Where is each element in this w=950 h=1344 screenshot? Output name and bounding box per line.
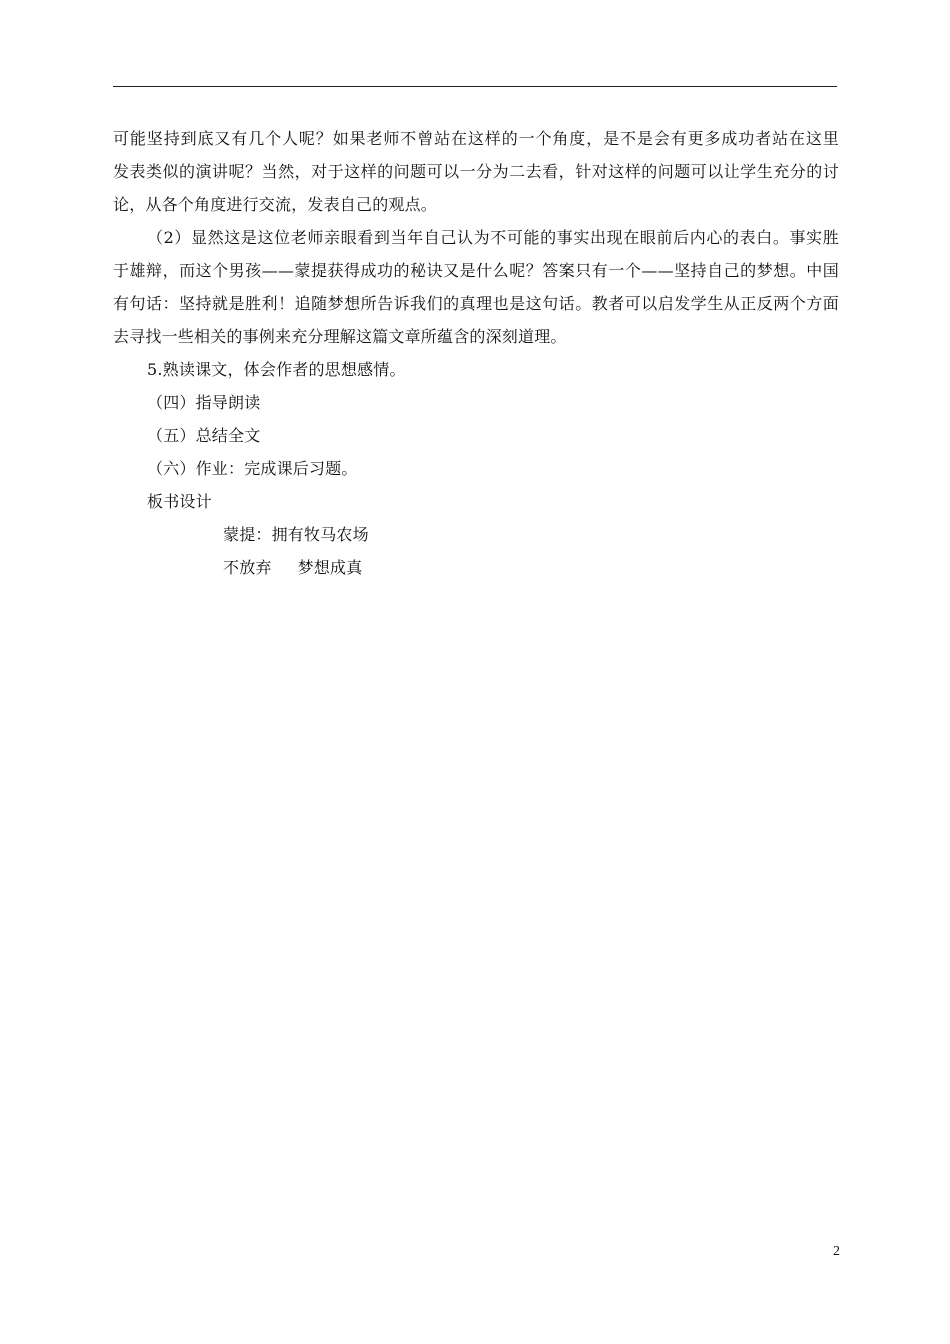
paragraph-1-line-3: 论，从各个角度进行交流，发表自己的观点。 <box>113 195 438 214</box>
board-line-2 <box>113 551 839 584</box>
board-line-2-right: 梦想成真 <box>297 558 363 577</box>
item-homework: （六）作业：完成课后习题。 <box>147 459 358 478</box>
item-5: 5.熟读课文，体会作者的思想感情。 <box>147 360 406 379</box>
board-design-title: 板书设计 <box>147 492 212 511</box>
paragraph-2-line-3: 有句话：坚持就是胜利！追随梦想所告诉我们的真理也是这句话。教者可以启发学生从正反两个方面 <box>113 294 839 313</box>
paragraph-2-line-2: 于雄辩，而这个男孩——蒙提获得成功的秘诀又是什么呢？答案只有一个——坚持自己的梦想。中国 <box>113 261 839 280</box>
paragraph-1-line-1: 可能坚持到底又有几个人呢？如果老师不曾站在这样的一个角度，是不是会有更多成功者站在这里 <box>113 129 839 148</box>
document-body <box>113 122 839 584</box>
header-rule <box>113 86 837 87</box>
page-number: 2 <box>833 1244 840 1259</box>
item-guided-reading: （四）指导朗读 <box>147 393 261 412</box>
board-line-2-left: 不放弃 <box>223 558 272 577</box>
paragraph-2-line-1: （2）显然这是这位老师亲眼看到当年自己认为不可能的事实出现在眼前后内心的表白。事实胜 <box>147 228 839 247</box>
paragraph-2-line-4: 去寻找一些相关的事例来充分理解这篇文章所蕴含的深刻道理。 <box>113 327 567 346</box>
item-summary: （五）总结全文 <box>147 426 261 445</box>
board-line-1: 蒙提：拥有牧马农场 <box>223 525 369 544</box>
paragraph-1-line-2: 发表类似的演讲呢？当然，对于这样的问题可以一分为二去看，针对这样的问题可以让学生充分的讨 <box>113 162 839 181</box>
